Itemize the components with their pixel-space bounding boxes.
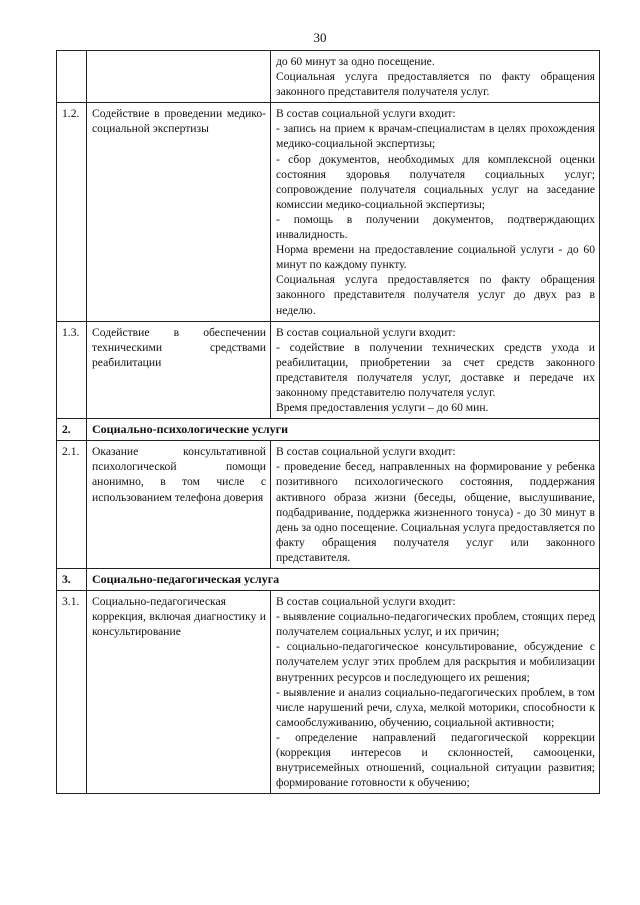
service-name: Содействие в обеспечении техническими средствами реабилитации	[92, 325, 266, 369]
service-name: Содействие в проведении медико-социальной экспертизы	[92, 107, 266, 136]
description-line: - выявление социально-педагогических проблем, стоящих перед получателем социальных услуг, и их причин;	[276, 610, 595, 639]
service-name-cell	[87, 103, 271, 321]
section-row	[57, 419, 600, 441]
row-number: 2.1.	[57, 441, 87, 569]
table-row	[57, 321, 600, 419]
service-description	[271, 103, 600, 321]
description-line: - содействие в получении технических средств ухода и реабилитации, приобретении за счет средств законного представителя получателя услуг, доставке и передаче их законному представителю получателя услуг.	[276, 340, 595, 399]
service-description	[271, 591, 600, 794]
row-number	[57, 51, 87, 103]
section-title: Социально-педагогическая услуга	[87, 569, 600, 591]
row-number: 1.2.	[57, 103, 87, 321]
service-description	[271, 441, 600, 569]
service-name-cell	[87, 321, 271, 419]
description-line: В состав социальной услуги входит:	[276, 325, 456, 339]
table-row	[57, 591, 600, 794]
section-row	[57, 569, 600, 591]
service-name: Оказание консультативной психологической помощи анонимно, в том числе с использованием телефона доверия	[92, 445, 266, 504]
services-table	[56, 50, 600, 794]
service-name-cell	[87, 441, 271, 569]
description-line: В состав социальной услуги входит:	[276, 595, 456, 609]
description-line: В состав социальной услуги входит:	[276, 445, 456, 459]
description-line: Норма времени на предоставление социальной услуги - до 60 минут по каждому пункту.	[276, 243, 595, 272]
service-description	[271, 321, 600, 419]
service-name-cell	[87, 591, 271, 794]
description-line: Время предоставления услуги – до 60 мин.	[276, 401, 489, 415]
table-row	[57, 441, 600, 569]
description-line: Социальная услуга предоставляется по факту обращения законного представителя получателя услуг.	[276, 70, 595, 99]
service-description	[271, 51, 600, 103]
description-line: - выявление и анализ социально-педагогических проблем, в том числе нарушений речи, слуха, мелкой моторики, способности к самообслуживанию, обучению, социальной активности;	[276, 685, 595, 729]
table-row	[57, 103, 600, 321]
description-line: В состав социальной услуги входит:	[276, 107, 456, 121]
row-number: 1.3.	[57, 321, 87, 419]
section-number: 3.	[57, 569, 87, 591]
service-name-cell	[87, 51, 271, 103]
description-line: - помощь в получении документов, подтверждающих инвалидность.	[276, 212, 595, 242]
table-row	[57, 51, 600, 103]
description-line: - сбор документов, необходимых для комплексной оценки состояния здоровья получателя социальных услуг; сопровождение получателя социальных услуг на заседание комиссии медико-социальной экспертизы;	[276, 152, 595, 211]
description-line: Социальная услуга предоставляется по факту обращения законного представителя получателя услуг до двух раз в неделю.	[276, 273, 595, 317]
page-number: 30	[313, 30, 327, 45]
description-line: - определение направлений педагогической коррекции (коррекция интересов и склонностей, самооценки, внутрисемейных отношений, социальной ситуации развития; формирование готовности к обучению;	[276, 730, 595, 790]
description-line: - запись на прием к врачам-специалистам в целях прохождения медико-социальной экспертизы;	[276, 122, 595, 151]
description-line: - социально-педагогическое консультирование, обсуждение с получателем услуг этих проблем для раскрытия и мобилизации внутренних ресурсов и последующего их решения;	[276, 640, 595, 684]
section-number: 2.	[57, 419, 87, 441]
service-name: Социально-педагогическая коррекция, включая диагностику и консультирование	[92, 595, 266, 639]
description-line: до 60 минут за одно посещение.	[276, 55, 435, 68]
description-line: - проведение бесед, направленных на формирование у ребенка позитивного психологического состояния, поддержания активного образа жизни (беседы, общение, выслушивание, подбадривание, поддержка жизненного тонуса) - до 30 минут в день за одно посещение. Социальная услуга предоставляется по факту обращения получателя услуг или законного представителя.	[276, 460, 595, 564]
section-title: Социально-психологические услуги	[87, 419, 600, 441]
row-number: 3.1.	[57, 591, 87, 794]
